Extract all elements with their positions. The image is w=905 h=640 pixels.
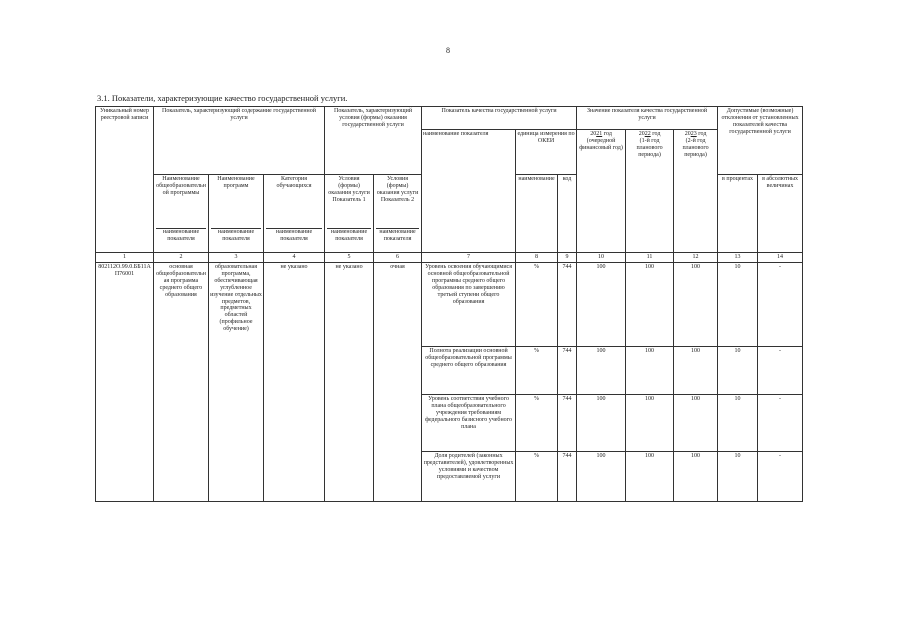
indicator-dev-pct: 10: [718, 263, 758, 347]
indicator-year3: 100: [674, 395, 718, 452]
header-deviation-group: Допустимые (возможные) отклонения от установленных показателей качества государственной услуги: [718, 107, 803, 175]
header-indicator-name: наименование показателя: [422, 130, 516, 253]
indicator-name: Уровень освоения обучающимися основной общеобразовательной программы среднего общего образования по завершению третьей ступени общего образования: [422, 263, 516, 347]
header-content-spacer: [154, 130, 325, 175]
col-number: 1: [96, 253, 154, 263]
condition-2: очная: [374, 263, 422, 502]
header-unit-code: код: [558, 175, 577, 253]
indicator-year3: 100: [674, 263, 718, 347]
header-dev-percent: в процентах: [718, 175, 758, 253]
indicator-year1: 100: [577, 347, 626, 395]
indicator-year1: 100: [577, 263, 626, 347]
student-category: не указано: [264, 263, 325, 502]
indicator-year2: 100: [626, 347, 674, 395]
col-number: 2: [154, 253, 209, 263]
header-values-group: Значение показателя качества государственной услуги: [577, 107, 718, 130]
program-type: образовательная программа, обеспечивающая углубленное изучение отдельных предметов, предметных областей (профильное обучение): [209, 263, 264, 502]
header-category: Категория обучающихся наименование показателя: [264, 175, 325, 253]
header-unit: единица измерения по ОКЕИ: [516, 130, 577, 175]
col-number: 4: [264, 253, 325, 263]
col-number: 3: [209, 253, 264, 263]
header-condition-2: Условия (формы) оказания услуги Показатель 2 наименование показателя: [374, 175, 422, 253]
indicator-dev-pct: 10: [718, 347, 758, 395]
indicator-year1: 100: [577, 452, 626, 502]
indicator-name: Доля родителей (законных представителей), удовлетворенных условиями и качеством предоставляемой услуги: [422, 452, 516, 502]
header-content-group: Показатель, характеризующий содержание государственной услуги: [154, 107, 325, 130]
table-row: [96, 263, 803, 347]
indicator-year3: 100: [674, 347, 718, 395]
col-number: 8: [516, 253, 558, 263]
header-unit-name: наименование: [516, 175, 558, 253]
col-number: 7: [422, 253, 516, 263]
indicator-unit: %: [516, 452, 558, 502]
program-name: основная общеобразовательная программа среднего общего образования: [154, 263, 209, 502]
registry-number: 802112О.99.0.ББ11АП76001: [96, 263, 154, 502]
indicator-unit: %: [516, 395, 558, 452]
header-year-2: 2022 год (1-й год планового периода): [626, 130, 674, 253]
col-number: 11: [626, 253, 674, 263]
indicator-year2: 100: [626, 263, 674, 347]
quality-indicators-table: [95, 106, 803, 502]
indicator-dev-pct: 10: [718, 395, 758, 452]
header-program-name: Наименование общеобразовательной программы наименование показателя: [154, 175, 209, 253]
col-number: 13: [718, 253, 758, 263]
header-unique-number: Уникальный номер реестровой записи: [96, 107, 154, 253]
header-dev-absolute: в абсолютных величинах: [758, 175, 803, 253]
indicator-year1: 100: [577, 395, 626, 452]
indicator-unit: %: [516, 347, 558, 395]
col-number: 9: [558, 253, 577, 263]
indicator-dev-abs: -: [758, 452, 803, 502]
indicator-dev-pct: 10: [718, 452, 758, 502]
indicator-unit: %: [516, 263, 558, 347]
indicator-year2: 100: [626, 452, 674, 502]
indicator-year2: 100: [626, 395, 674, 452]
indicator-code: 744: [558, 452, 577, 502]
condition-1: не указано: [325, 263, 374, 502]
header-year-1: 2021 год (очередной финансовый год): [577, 130, 626, 253]
col-number: 6: [374, 253, 422, 263]
header-program-type: Наименование программ наименование показателя: [209, 175, 264, 253]
indicator-year3: 100: [674, 452, 718, 502]
section-title: 3.1. Показатели, характеризующие качество государственной услуги.: [97, 93, 348, 103]
page-number: 8: [446, 46, 450, 55]
indicator-dev-abs: -: [758, 395, 803, 452]
header-quality-group: Показатель качества государственной услуги: [422, 107, 577, 130]
col-number: 14: [758, 253, 803, 263]
header-year-3: 2023 год (2-й год планового периода): [674, 130, 718, 253]
header-conditions-spacer: [325, 130, 422, 175]
indicator-name: Полнота реализации основной общеобразовательной программы среднего общего образования: [422, 347, 516, 395]
header-condition-1: Условия (формы) оказания услуги Показатель 1 наименование показателя: [325, 175, 374, 253]
header-conditions-group: Показатель, характеризующий условия (формы) оказания государственной услуги: [325, 107, 422, 130]
indicator-code: 744: [558, 395, 577, 452]
indicator-dev-abs: -: [758, 263, 803, 347]
col-number: 12: [674, 253, 718, 263]
col-number: 5: [325, 253, 374, 263]
indicator-code: 744: [558, 347, 577, 395]
col-number: 10: [577, 253, 626, 263]
indicator-name: Уровень соответствия учебного плана общеобразовательного учреждения требованиям федерального базисного учебного плана: [422, 395, 516, 452]
indicator-code: 744: [558, 263, 577, 347]
indicator-dev-abs: -: [758, 347, 803, 395]
